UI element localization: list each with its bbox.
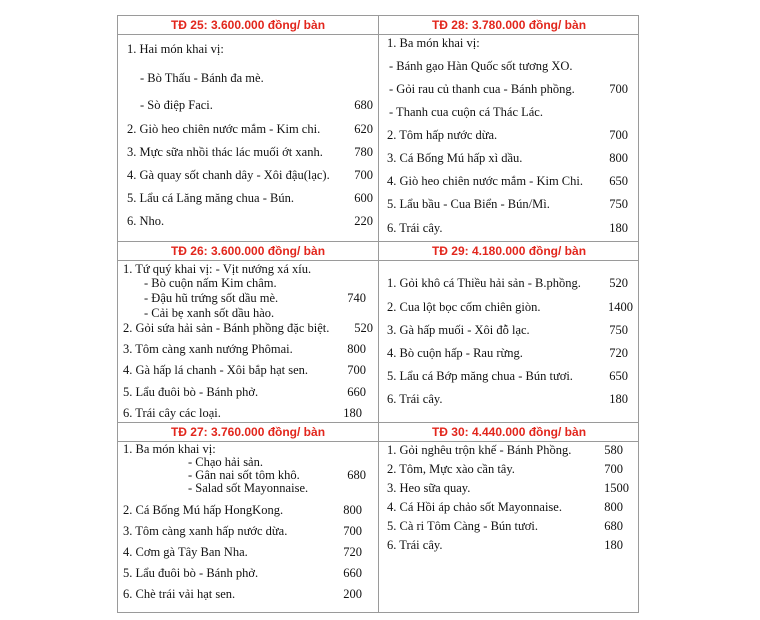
menu-line: 1. Gỏi khô cá Thiều hải sản - B.phồng. (387, 276, 581, 290)
menu-line: 6. Nho. (127, 214, 165, 228)
menu-line: 6. Trái cây. (387, 221, 443, 235)
menu-price: 700 (347, 363, 366, 377)
menu-price: 660 (347, 385, 366, 399)
menu-line: - Gân nai sốt tôm khô. (188, 468, 300, 482)
menu-grid (117, 15, 639, 613)
menu-price: 800 (347, 342, 366, 356)
menu-title: TĐ 26: 3.600.000 đồng/ bàn (118, 242, 378, 261)
menu-price: 520 (609, 276, 628, 290)
menu-price: 680 (604, 519, 623, 533)
menu-price: 180 (609, 221, 628, 235)
menu-price: 1400 (608, 300, 633, 314)
menu-line: 2. Giò heo chiên nước mắm - Kim chi. (127, 122, 321, 136)
menu-line: 4. Gà quay sốt chanh dây - Xôi đậu(lạc). (127, 168, 330, 182)
menu-title: TĐ 30: 4.440.000 đồng/ bàn (379, 423, 639, 442)
menu-price: 180 (343, 406, 362, 420)
menu-line: 4. Cơm gà Tây Ban Nha. (123, 545, 248, 559)
menu-card-td27 (118, 423, 378, 613)
menu-line: 6. Trái cây. (387, 538, 443, 552)
menu-price: 600 (354, 191, 373, 205)
menu-price: 620 (354, 122, 373, 136)
menu-line: 5. Lẩu cá Bớp măng chua - Bún tươi. (387, 369, 573, 383)
menu-card-td25 (118, 16, 378, 241)
menu-line: 3. Mực sữa nhồi thác lác muối ớt xanh. (127, 145, 323, 159)
menu-line: 1. Ba món khai vị: (123, 442, 216, 456)
menu-line: 5. Lẩu cá Lăng măng chua - Bún. (127, 191, 294, 205)
menu-line: 5. Lẩu bầu - Cua Biển - Bún/Mì. (387, 197, 550, 211)
menu-line: - Chạo hải sản. (188, 455, 263, 469)
menu-price: 700 (609, 128, 628, 142)
menu-price: 1500 (604, 481, 629, 495)
menu-line: - Bánh gạo Hàn Quốc sốt tương XO. (389, 59, 573, 73)
menu-line: - Đậu hũ trứng sốt dầu mè. (144, 291, 279, 305)
menu-line: - Gỏi rau củ thanh cua - Bánh phồng. (389, 82, 575, 96)
menu-title: TĐ 28: 3.780.000 đồng/ bàn (379, 16, 639, 35)
menu-price: 650 (609, 369, 628, 383)
menu-line: 3. Heo sữa quay. (387, 481, 471, 495)
menu-card-td30 (379, 423, 639, 613)
menu-price: 680 (347, 468, 366, 482)
menu-card-td26 (118, 242, 378, 422)
menu-title: TĐ 29: 4.180.000 đồng/ bàn (379, 242, 639, 261)
menu-line: 6. Trái cây. (387, 392, 443, 406)
menu-price: 800 (609, 151, 628, 165)
menu-line: 4. Cá Hồi áp chảo sốt Mayonnaise. (387, 500, 562, 514)
menu-line: 5. Cà ri Tôm Càng - Bún tươi. (387, 519, 538, 533)
menu-line: 3. Tôm càng xanh nướng Phômai. (123, 342, 293, 356)
menu-line: 1. Tứ quý khai vị: - Vịt nướng xá xíu. (123, 262, 312, 276)
menu-price: 680 (354, 98, 373, 112)
menu-price: 660 (343, 566, 362, 580)
menu-price: 180 (609, 392, 628, 406)
menu-line: 1. Gỏi nghêu trộn khế - Bánh Phồng. (387, 443, 572, 457)
menu-line: 2. Tôm, Mực xào cần tây. (387, 462, 515, 476)
menu-title: TĐ 27: 3.760.000 đồng/ bàn (118, 423, 378, 442)
menu-line: 5. Lẩu đuôi bò - Bánh phở. (123, 385, 259, 399)
menu-line: 4. Gà hấp lá chanh - Xôi bắp hạt sen. (123, 363, 309, 377)
menu-line: 6. Trái cây các loại. (123, 406, 221, 420)
menu-line: 1. Ba món khai vị: (387, 36, 480, 50)
menu-price: 180 (604, 538, 623, 552)
menu-line: 3. Tôm càng xanh hấp nước dừa. (123, 524, 288, 538)
menu-price: 650 (609, 174, 628, 188)
menu-line: 2. Cá Bống Mú hấp HongKong. (123, 503, 284, 517)
menu-line: 2. Tôm hấp nước dừa. (387, 128, 498, 142)
menu-line: 1. Hai món khai vị: (127, 42, 224, 56)
menu-price: 200 (343, 587, 362, 601)
menu-line: 3. Cá Bống Mú hấp xì dầu. (387, 151, 523, 165)
menu-price: 700 (604, 462, 623, 476)
menu-line: - Sò điệp Faci. (140, 98, 213, 112)
menu-line: 3. Gà hấp muối - Xôi đỗ lạc. (387, 323, 530, 337)
menu-line: 2. Cua lột bọc cốm chiên giòn. (387, 300, 541, 314)
menu-card-td29 (379, 242, 639, 422)
menu-line: - Cải bẹ xanh sốt dầu hào. (144, 306, 275, 320)
menu-price: 800 (343, 503, 362, 517)
menu-price: 220 (354, 214, 373, 228)
menu-price: 700 (343, 524, 362, 538)
menu-line: - Thanh cua cuộn cá Thác Lác. (389, 105, 543, 119)
menu-line: 5. Lẩu đuôi bò - Bánh phở. (123, 566, 259, 580)
menu-line: 4. Bò cuộn hấp - Rau rừng. (387, 346, 523, 360)
menu-price: 800 (604, 500, 623, 514)
menu-line: - Bò cuộn nấm Kim châm. (144, 276, 277, 290)
menu-price: 750 (609, 197, 628, 211)
menu-price: 580 (604, 443, 623, 457)
menu-price: 780 (354, 145, 373, 159)
menu-line: 4. Giò heo chiên nước mắm - Kim Chi. (387, 174, 583, 188)
menu-price: 520 (354, 321, 373, 335)
menu-price: 750 (609, 323, 628, 337)
menu-card-td28 (379, 16, 639, 241)
menu-price: 700 (609, 82, 628, 96)
menu-line: - Bò Thấu - Bánh đa mè. (140, 71, 264, 85)
menu-price: 700 (354, 168, 373, 182)
menu-price: 720 (343, 545, 362, 559)
menu-price: 740 (347, 291, 366, 305)
menu-line: 2. Gỏi sứa hải sản - Bánh phồng đặc biệt. (123, 321, 330, 335)
menu-line: - Salad sốt Mayonnaise. (188, 481, 309, 495)
menu-line: 6. Chè trái vải hạt sen. (123, 587, 236, 601)
menu-title: TĐ 25: 3.600.000 đồng/ bàn (118, 16, 378, 35)
menu-price: 720 (609, 346, 628, 360)
